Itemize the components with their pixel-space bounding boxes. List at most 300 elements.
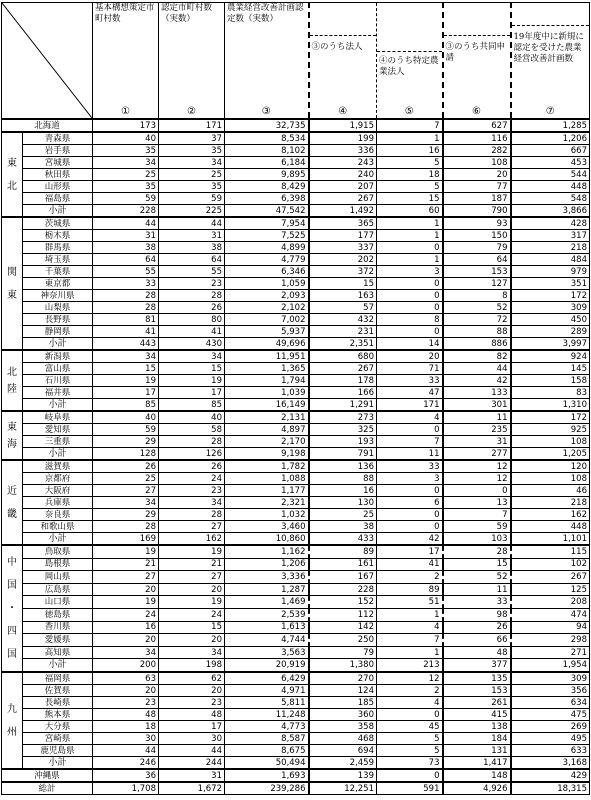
subtotal-label: 小計 — [23, 399, 93, 412]
cell-value: 2,093 — [225, 290, 309, 302]
cell-value: 5,937 — [225, 326, 309, 338]
cell-value: 42 — [377, 533, 443, 546]
cell-value: 37 — [159, 132, 225, 145]
cell-value: 15 — [159, 621, 225, 634]
cell-value: 2 — [377, 571, 443, 584]
table-row — [2, 460, 590, 473]
cell-value: 177 — [309, 230, 377, 242]
cell-value: 35 — [159, 145, 225, 157]
pref-name: 和歌山県 — [23, 521, 93, 533]
pref-name: 三重県 — [23, 436, 93, 448]
pref-name: 総計 — [2, 782, 93, 795]
header-c1-label: 基本構想策定市町村数 — [95, 3, 155, 24]
cell-value: 2,539 — [225, 608, 309, 621]
cell-value: 448 — [511, 181, 590, 193]
cell-value: 544 — [511, 169, 590, 181]
header-n5: ⑤ — [404, 106, 414, 117]
cell-value: 19 — [159, 596, 225, 609]
header-c1 — [93, 3, 159, 120]
cell-value: 627 — [443, 119, 511, 132]
cell-value: 634 — [511, 697, 590, 709]
cell-value: 166 — [309, 387, 377, 399]
cell-value: 58 — [159, 424, 225, 436]
cell-value: 4,744 — [225, 634, 309, 647]
table-row — [2, 473, 590, 485]
table-row — [2, 119, 590, 132]
table-row — [2, 583, 590, 596]
cell-value: 3,563 — [225, 646, 309, 659]
cell-value: 6,398 — [225, 193, 309, 205]
cell-value: 28 — [443, 545, 511, 558]
cell-value: 127 — [443, 278, 511, 290]
cell-value: 7,525 — [225, 230, 309, 242]
header-c5-label: ④のうち特定農業法人 — [377, 51, 442, 78]
pref-name: 福井県 — [23, 387, 93, 399]
pref-name: 奈良県 — [23, 509, 93, 521]
cell-value: 218 — [511, 497, 590, 509]
pref-name: 広島県 — [23, 583, 93, 596]
cell-value: 133 — [443, 387, 511, 399]
table-row — [2, 659, 590, 672]
cell-value: 244 — [159, 757, 225, 770]
cell-value: 162 — [159, 533, 225, 546]
cell-value: 16 — [93, 621, 159, 634]
cell-value: 98 — [443, 608, 511, 621]
corner-cell — [2, 3, 93, 120]
cell-value: 495 — [511, 733, 590, 745]
cell-value: 356 — [511, 685, 590, 697]
cell-value: 83 — [511, 387, 590, 399]
subtotal-label: 小計 — [23, 205, 93, 218]
table-row — [2, 338, 590, 351]
cell-value: 31 — [93, 230, 159, 242]
cell-value: 139 — [309, 769, 377, 782]
pref-name: 宮崎県 — [23, 733, 93, 745]
cell-value: 432 — [309, 314, 377, 326]
cell-value: 3,460 — [225, 521, 309, 533]
cell-value: 48 — [93, 709, 159, 721]
cell-value: 4 — [377, 621, 443, 634]
table-row — [2, 769, 590, 782]
cell-value: 9,198 — [225, 448, 309, 461]
cell-value: 34 — [159, 350, 225, 363]
cell-value: 115 — [511, 545, 590, 558]
cell-value: 309 — [511, 302, 590, 314]
cell-value: 41 — [159, 326, 225, 338]
cell-value: 49,696 — [225, 338, 309, 351]
cell-value: 148 — [443, 769, 511, 782]
cell-value: 44 — [93, 217, 159, 230]
cell-value: 167 — [309, 571, 377, 584]
cell-value: 235 — [443, 424, 511, 436]
cell-value: 548 — [511, 193, 590, 205]
cell-value: 2,459 — [309, 757, 377, 770]
cell-value: 16,149 — [225, 399, 309, 412]
cell-value: 208 — [511, 596, 590, 609]
pref-name: 山口県 — [23, 596, 93, 609]
cell-value: 20 — [93, 583, 159, 596]
cell-value: 150 — [443, 230, 511, 242]
pref-name: 愛知県 — [23, 424, 93, 436]
cell-value: 7 — [377, 119, 443, 132]
cell-value: 79 — [443, 242, 511, 254]
cell-value: 44 — [159, 217, 225, 230]
cell-value: 16 — [377, 145, 443, 157]
cell-value: 14 — [377, 338, 443, 351]
cell-value: 433 — [309, 533, 377, 546]
table-row — [2, 571, 590, 584]
cell-value: 430 — [159, 338, 225, 351]
cell-value: 88 — [309, 473, 377, 485]
cell-value: 11 — [377, 448, 443, 461]
cell-value: 1,206 — [511, 132, 590, 145]
cell-value: 102 — [511, 558, 590, 571]
cell-value: 34 — [93, 157, 159, 169]
table-row — [2, 230, 590, 242]
cell-value: 138 — [443, 721, 511, 733]
cell-value: 474 — [511, 608, 590, 621]
cell-value: 34 — [93, 646, 159, 659]
cell-value: 443 — [93, 338, 159, 351]
cell-value: 591 — [377, 782, 443, 795]
cell-value: 1,492 — [309, 205, 377, 218]
cell-value: 270 — [309, 672, 377, 685]
cell-value: 158 — [511, 375, 590, 387]
pref-name: 新潟県 — [23, 350, 93, 363]
cell-value: 89 — [377, 583, 443, 596]
cell-value: 59 — [93, 193, 159, 205]
pref-name: 北海道 — [2, 119, 93, 132]
cell-value: 0 — [377, 424, 443, 436]
cell-value: 15 — [377, 193, 443, 205]
cell-value: 169 — [93, 533, 159, 546]
cell-value: 1,794 — [225, 375, 309, 387]
cell-value: 26 — [159, 302, 225, 314]
cell-value: 93 — [443, 217, 511, 230]
cell-value: 41 — [93, 326, 159, 338]
cell-value: 12 — [443, 460, 511, 473]
cell-value: 30 — [93, 733, 159, 745]
table-row — [2, 509, 590, 521]
header-c7-label: 19年度中に新規に認定を受けた農業経営改善計画数 — [512, 25, 590, 65]
table-row — [2, 157, 590, 169]
cell-value: 59 — [443, 521, 511, 533]
cell-value: 8 — [377, 314, 443, 326]
subtotal-label: 小計 — [23, 448, 93, 461]
cell-value: 309 — [511, 672, 590, 685]
table-row — [2, 448, 590, 461]
cell-value: 3,866 — [511, 205, 590, 218]
cell-value: 128 — [93, 448, 159, 461]
cell-value: 231 — [309, 326, 377, 338]
table-row — [2, 436, 590, 448]
cell-value: 633 — [511, 745, 590, 757]
subtotal-label: 小計 — [23, 338, 93, 351]
cell-value: 62 — [159, 672, 225, 685]
cell-value: 273 — [309, 411, 377, 424]
cell-value: 57 — [309, 302, 377, 314]
pref-name: 静岡県 — [23, 326, 93, 338]
cell-value: 1,101 — [511, 533, 590, 546]
cell-value: 1,365 — [225, 363, 309, 375]
cell-value: 377 — [443, 659, 511, 672]
cell-value: 46 — [511, 485, 590, 497]
cell-value: 153 — [443, 266, 511, 278]
cell-value: 8,102 — [225, 145, 309, 157]
table-row — [2, 485, 590, 497]
cell-value: 145 — [511, 363, 590, 375]
cell-value: 108 — [511, 436, 590, 448]
cell-value: 790 — [443, 205, 511, 218]
table-row — [2, 302, 590, 314]
cell-value: 0 — [377, 302, 443, 314]
cell-value: 64 — [93, 254, 159, 266]
table-row — [2, 266, 590, 278]
cell-value: 19 — [159, 545, 225, 558]
cell-value: 202 — [309, 254, 377, 266]
cell-value: 11,951 — [225, 350, 309, 363]
pref-name: 高知県 — [23, 646, 93, 659]
pref-name: 宮城県 — [23, 157, 93, 169]
header-c4 — [309, 3, 377, 120]
table-row — [2, 290, 590, 302]
pref-name: 熊本県 — [23, 709, 93, 721]
pref-name: 千葉県 — [23, 266, 93, 278]
table-row — [2, 350, 590, 363]
cell-value: 1,954 — [511, 659, 590, 672]
cell-value: 72 — [443, 314, 511, 326]
cell-value: 11 — [443, 411, 511, 424]
pref-name: 青森県 — [23, 132, 93, 145]
cell-value: 171 — [377, 399, 443, 412]
cell-value: 26 — [159, 460, 225, 473]
cell-value: 71 — [377, 363, 443, 375]
cell-value: 0 — [377, 326, 443, 338]
table-row — [2, 533, 590, 546]
cell-value: 38 — [159, 242, 225, 254]
cell-value: 19 — [159, 375, 225, 387]
pref-name: 茨城県 — [23, 217, 93, 230]
cell-value: 34 — [159, 157, 225, 169]
agri-plan-table — [1, 2, 590, 795]
cell-value: 42 — [443, 375, 511, 387]
cell-value: 448 — [511, 521, 590, 533]
cell-value: 365 — [309, 217, 377, 230]
cell-value: 325 — [309, 424, 377, 436]
pref-name: 佐賀県 — [23, 685, 93, 697]
table-row — [2, 278, 590, 290]
cell-value: 429 — [511, 769, 590, 782]
table-row — [2, 326, 590, 338]
cell-value: 213 — [377, 659, 443, 672]
cell-value: 17 — [93, 387, 159, 399]
cell-value: 66 — [443, 634, 511, 647]
cell-value: 172 — [511, 411, 590, 424]
cell-value: 7 — [377, 436, 443, 448]
cell-value: 185 — [309, 697, 377, 709]
cell-value: 1,039 — [225, 387, 309, 399]
cell-value: 267 — [511, 571, 590, 584]
cell-value: 6,429 — [225, 672, 309, 685]
pref-name: 愛媛県 — [23, 634, 93, 647]
table-row — [2, 242, 590, 254]
table-row — [2, 545, 590, 558]
table-row — [2, 363, 590, 375]
pref-name: 岡山県 — [23, 571, 93, 584]
pref-name: 秋田県 — [23, 169, 93, 181]
header-n7: ⑦ — [545, 106, 555, 117]
cell-value: 34 — [159, 497, 225, 509]
cell-value: 20 — [377, 350, 443, 363]
table-row — [2, 608, 590, 621]
cell-value: 11,248 — [225, 709, 309, 721]
cell-value: 27 — [93, 571, 159, 584]
cell-value: 1,915 — [309, 119, 377, 132]
cell-value: 77 — [443, 181, 511, 193]
pref-name: 長野県 — [23, 314, 93, 326]
subtotal-label: 小計 — [23, 533, 93, 546]
cell-value: 17 — [159, 387, 225, 399]
cell-value: 19 — [93, 545, 159, 558]
table-row — [2, 254, 590, 266]
cell-value: 33 — [443, 596, 511, 609]
cell-value: 15 — [443, 558, 511, 571]
cell-value: 1,672 — [159, 782, 225, 795]
cell-value: 6,346 — [225, 266, 309, 278]
cell-value: 207 — [309, 181, 377, 193]
cell-value: 0 — [377, 521, 443, 533]
table-row — [2, 757, 590, 770]
cell-value: 50,494 — [225, 757, 309, 770]
cell-value: 41 — [377, 558, 443, 571]
table-row — [2, 399, 590, 412]
region-label: 九 州 — [2, 672, 23, 769]
cell-value: 135 — [443, 672, 511, 685]
cell-value: 1 — [377, 217, 443, 230]
cell-value: 1,162 — [225, 545, 309, 558]
cell-value: 29 — [93, 436, 159, 448]
header-n6: ⑥ — [472, 106, 481, 117]
cell-value: 240 — [309, 169, 377, 181]
cell-value: 25 — [93, 169, 159, 181]
cell-value: 475 — [511, 709, 590, 721]
cell-value: 228 — [93, 205, 159, 218]
cell-value: 5 — [377, 181, 443, 193]
pref-name: 鹿児島県 — [23, 745, 93, 757]
cell-value: 0 — [377, 509, 443, 521]
cell-value: 163 — [309, 290, 377, 302]
header-c7 — [511, 3, 590, 120]
cell-value: 47,542 — [225, 205, 309, 218]
cell-value: 193 — [309, 436, 377, 448]
cell-value: 267 — [309, 363, 377, 375]
cell-value: 979 — [511, 266, 590, 278]
cell-value: 51 — [377, 596, 443, 609]
table-row — [2, 709, 590, 721]
cell-value: 1,206 — [225, 558, 309, 571]
cell-value: 239,286 — [225, 782, 309, 795]
cell-value: 59 — [159, 193, 225, 205]
cell-value: 1 — [377, 608, 443, 621]
cell-value: 7,954 — [225, 217, 309, 230]
header-c3-label: 農業経営改善計画認定数（実数） — [227, 3, 304, 24]
cell-value: 142 — [309, 621, 377, 634]
cell-value: 694 — [309, 745, 377, 757]
cell-value: 28 — [93, 290, 159, 302]
region-label: 東 海 — [2, 411, 23, 460]
pref-name: 埼玉県 — [23, 254, 93, 266]
pref-name: 徳島県 — [23, 608, 93, 621]
table-row — [2, 145, 590, 157]
pref-name: 京都府 — [23, 473, 93, 485]
cell-value: 484 — [511, 254, 590, 266]
cell-value: 218 — [511, 242, 590, 254]
cell-value: 4,897 — [225, 424, 309, 436]
cell-value: 243 — [309, 157, 377, 169]
table-row — [2, 733, 590, 745]
table-row — [2, 596, 590, 609]
cell-value: 336 — [309, 145, 377, 157]
cell-value: 19 — [93, 596, 159, 609]
cell-value: 40 — [93, 132, 159, 145]
cell-value: 1,287 — [225, 583, 309, 596]
cell-value: 791 — [309, 448, 377, 461]
cell-value: 17 — [377, 545, 443, 558]
pref-name: 滋賀県 — [23, 460, 93, 473]
cell-value: 1,310 — [511, 399, 590, 412]
cell-value: 18,315 — [511, 782, 590, 795]
cell-value: 85 — [93, 399, 159, 412]
cell-value: 680 — [309, 350, 377, 363]
cell-value: 52 — [443, 571, 511, 584]
cell-value: 301 — [443, 399, 511, 412]
cell-value: 40 — [93, 411, 159, 424]
cell-value: 23 — [159, 697, 225, 709]
cell-value: 277 — [443, 448, 511, 461]
cell-value: 45 — [377, 721, 443, 733]
cell-value: 34 — [159, 646, 225, 659]
pref-name: 岩手県 — [23, 145, 93, 157]
cell-value: 13 — [443, 497, 511, 509]
cell-value: 33 — [377, 460, 443, 473]
table-row — [2, 782, 590, 795]
cell-value: 199 — [309, 132, 377, 145]
cell-value: 20 — [159, 634, 225, 647]
cell-value: 3 — [377, 266, 443, 278]
cell-value: 29 — [93, 509, 159, 521]
cell-value: 1,417 — [443, 757, 511, 770]
cell-value: 28 — [159, 509, 225, 521]
cell-value: 20 — [443, 169, 511, 181]
cell-value: 20 — [159, 685, 225, 697]
pref-name: 石川県 — [23, 375, 93, 387]
cell-value: 15 — [309, 278, 377, 290]
cell-value: 7 — [443, 509, 511, 521]
cell-value: 2,131 — [225, 411, 309, 424]
pref-name: 東京都 — [23, 278, 93, 290]
pref-name: 富山県 — [23, 363, 93, 375]
cell-value: 23 — [93, 697, 159, 709]
cell-value: 415 — [443, 709, 511, 721]
report-table-container — [1, 2, 589, 795]
pref-name: 山形県 — [23, 181, 93, 193]
cell-value: 34 — [93, 350, 159, 363]
cell-value: 89 — [309, 545, 377, 558]
cell-value: 24 — [159, 608, 225, 621]
cell-value: 15 — [93, 363, 159, 375]
table-row — [2, 672, 590, 685]
pref-name: 群馬県 — [23, 242, 93, 254]
